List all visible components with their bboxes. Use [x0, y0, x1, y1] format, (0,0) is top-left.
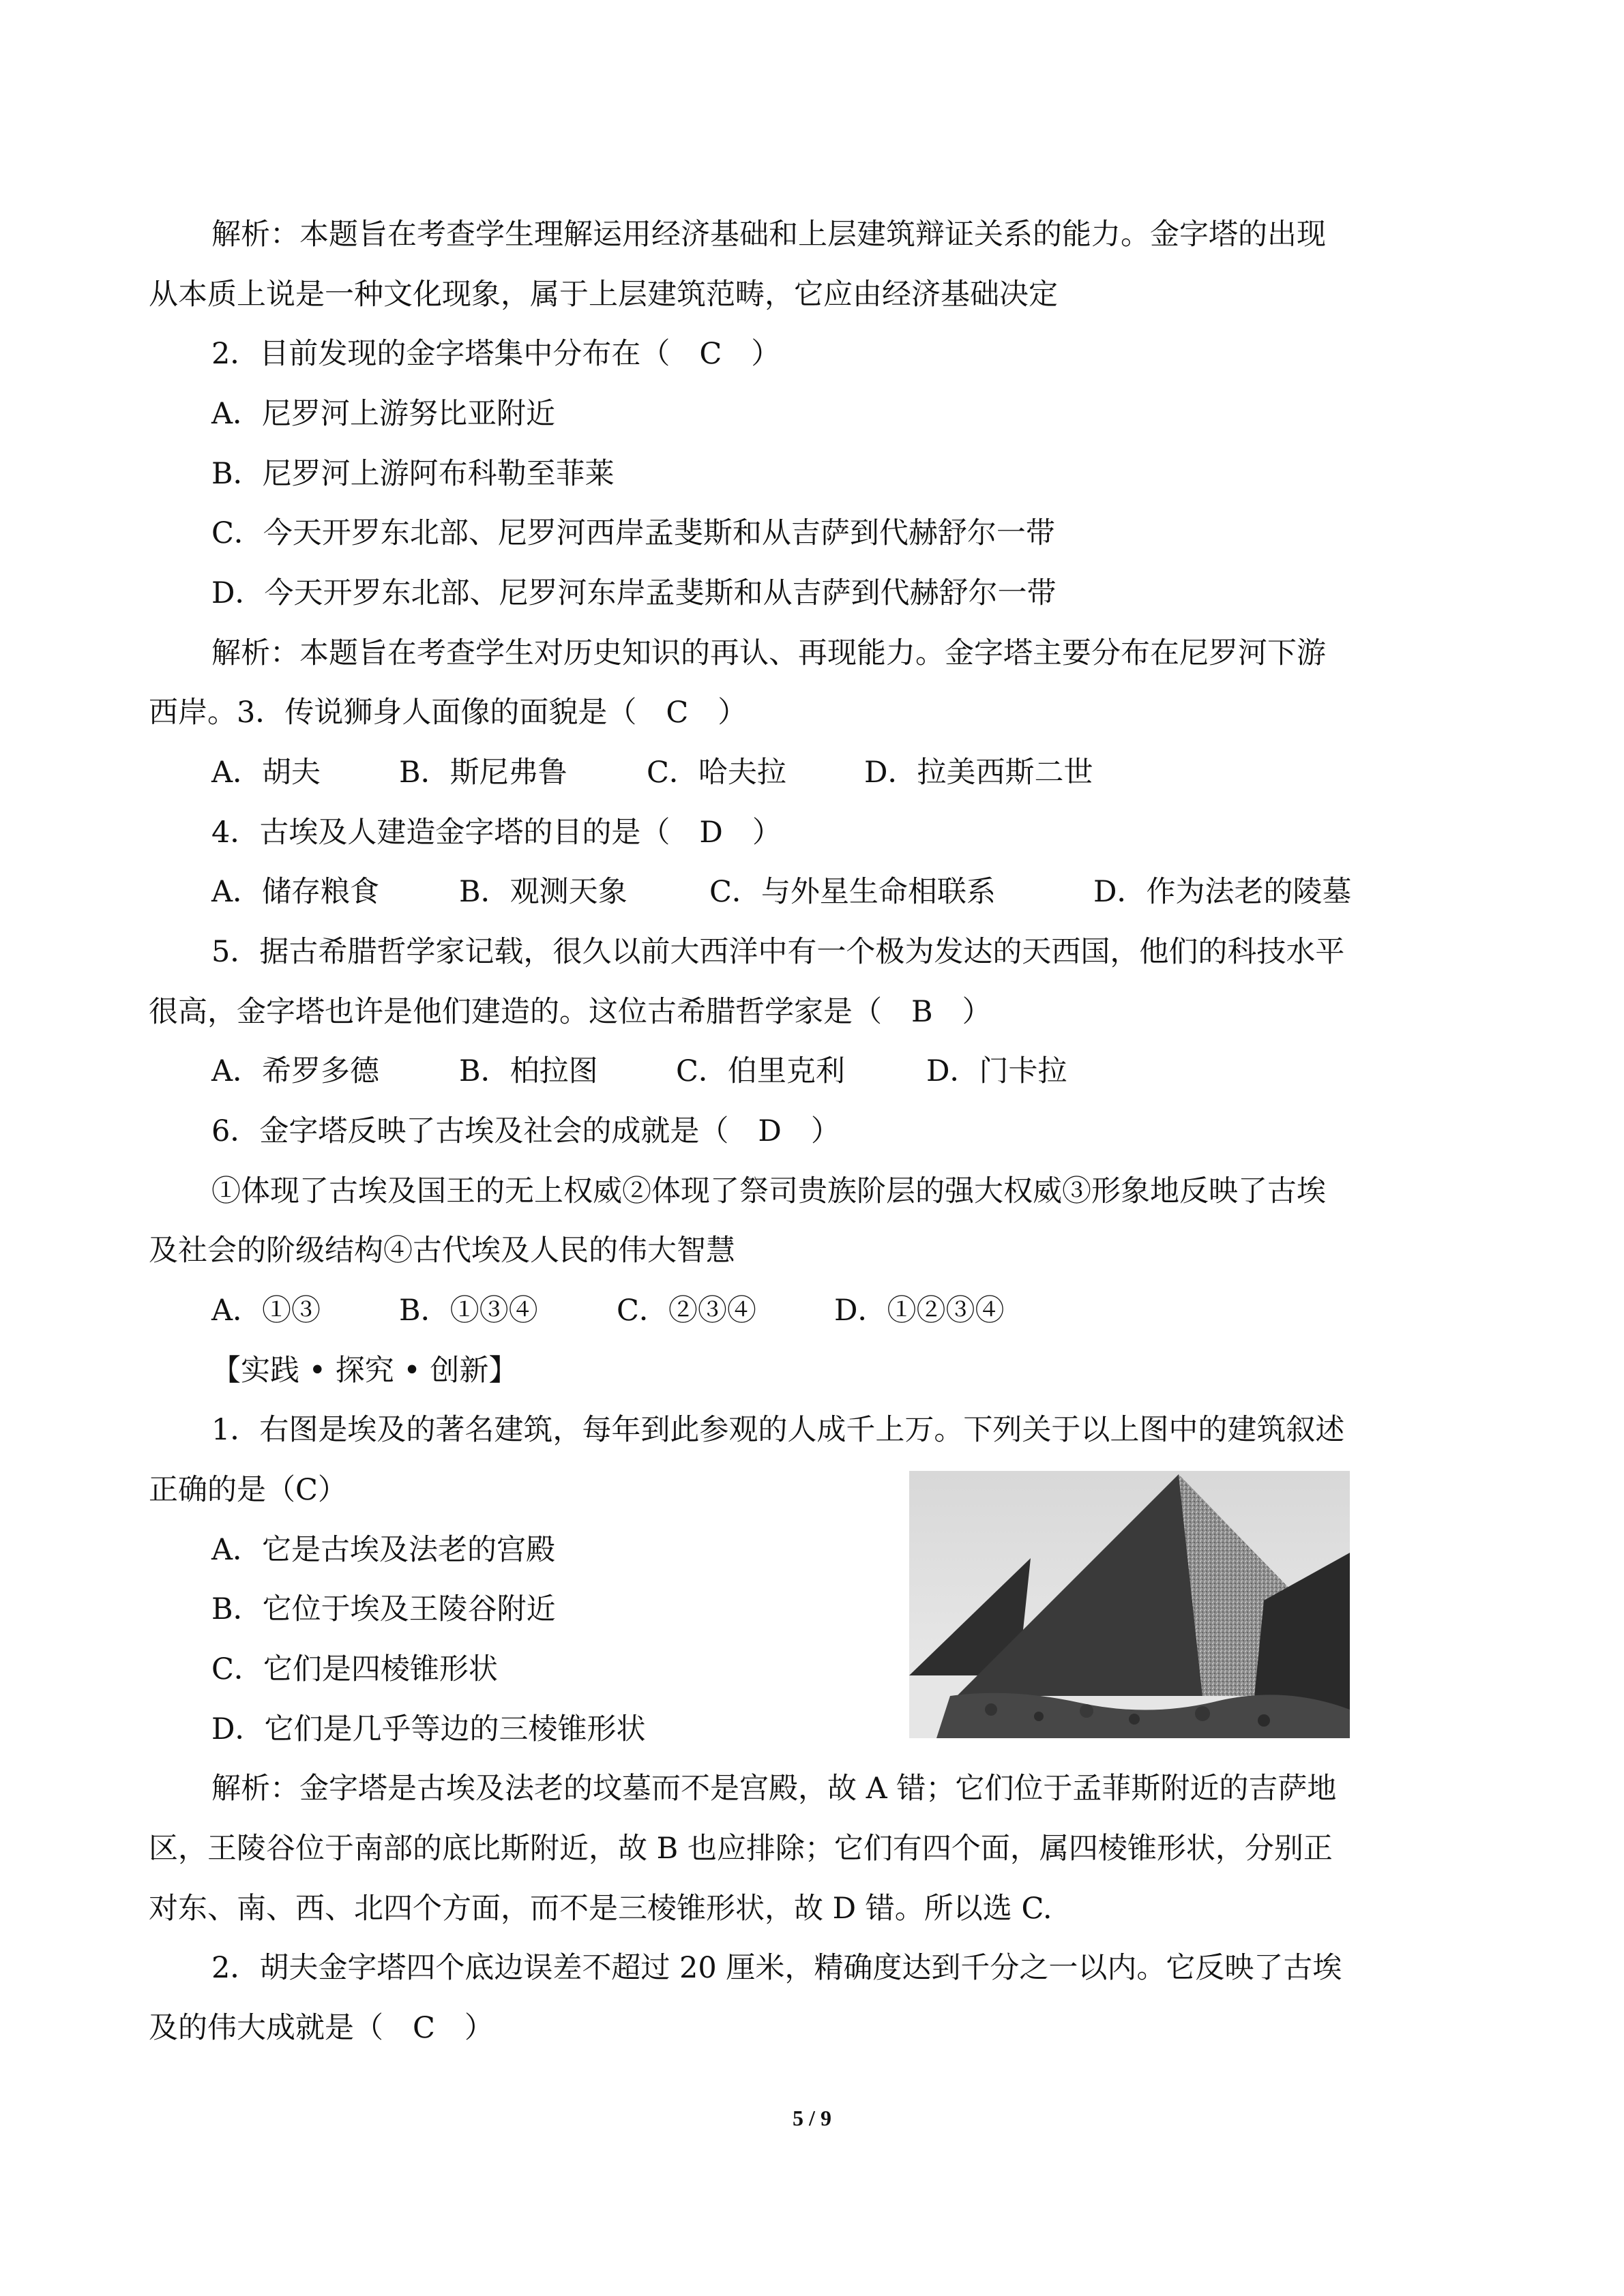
question-5-options: [211, 1056, 1067, 1090]
analysis-paragraph-3-line-3: 对东、南、西、北四个方面，而不是三棱锥形状，故 D 错。所以选 C.: [149, 1892, 1052, 1926]
practice-question-1-stem-line-2: 正确的是（C）: [149, 1473, 347, 1507]
question-2-option-a: A．尼罗河上游努比亚附近: [211, 397, 556, 431]
section-heading: 【实践 • 探究 • 创新】: [211, 1354, 518, 1388]
question-2-stem: 2．目前发现的金字塔集中分布在（ C ）: [211, 337, 781, 371]
analysis-paragraph-3-line-1: 解析：金字塔是古埃及法老的坟墓而不是宫殿，故 A 错；它们位于孟菲斯附近的吉萨地: [211, 1772, 1337, 1806]
question-5-option-a: A．希罗多德: [211, 1054, 380, 1088]
question-2-option-d: D．今天开罗东北部、尼罗河东岸孟斐斯和从吉萨到代赫舒尔一带: [211, 576, 1057, 610]
question-6-option-a: A．①③: [211, 1294, 321, 1328]
practice-question-1-option-b: B．它位于埃及王陵谷附近: [211, 1592, 556, 1626]
question-3-option-b: B．斯尼弗鲁: [399, 756, 567, 790]
pyramid-photo: [909, 1471, 1350, 1738]
question-6-option-d: D．①②③④: [834, 1294, 1005, 1328]
question-5-stem-line-2: 很高，金字塔也许是他们建造的。这位古希腊哲学家是（ B ）: [149, 995, 992, 1029]
question-6-statements-line-1: ①体现了古埃及国王的无上权威②体现了祭司贵族阶层的强大权威③形象地反映了古埃: [211, 1174, 1326, 1208]
practice-question-1-stem-line-1: 1．右图是埃及的著名建筑，每年到此参观的人成千上万。下列关于以上图中的建筑叙述: [211, 1413, 1345, 1447]
question-4-stem: 4．古埃及人建造金字塔的目的是（ D ）: [211, 816, 782, 850]
question-4-option-d: D．作为法老的陵墓: [1093, 875, 1352, 909]
analysis-paragraph-1-line-1: 解析：本题旨在考查学生理解运用经济基础和上层建筑辩证关系的能力。金字塔的出现: [211, 218, 1326, 252]
question-4-option-c: C．与外星生命相联系: [709, 875, 996, 909]
question-2-option-c: C．今天开罗东北部、尼罗河西岸孟斐斯和从吉萨到代赫舒尔一带: [211, 516, 1055, 550]
page-number: 5 / 9: [793, 2106, 831, 2130]
question-3-option-c: C．哈夫拉: [647, 756, 786, 790]
question-4-option-a: A．储存粮食: [211, 875, 380, 909]
practice-question-2-stem-line-2: 及的伟大成就是（ C ）: [149, 2011, 494, 2045]
question-5-stem-line-1: 5．据古希腊哲学家记载，很久以前大西洋中有一个极为发达的天西国，他们的科技水平: [211, 935, 1345, 969]
question-6-stem: 6．金字塔反映了古埃及社会的成就是（ D ）: [211, 1114, 840, 1148]
question-6-option-c: C．②③④: [617, 1294, 756, 1328]
question-3-option-a: A．胡夫: [211, 756, 321, 790]
practice-question-1-option-a: A．它是古埃及法老的宫殿: [211, 1533, 556, 1567]
practice-question-2-stem-line-1: 2．胡夫金字塔四个底边误差不超过 20 厘米，精确度达到千分之一以内。它反映了古埃: [211, 1951, 1342, 1985]
practice-question-1-option-c: C．它们是四棱锥形状: [211, 1652, 498, 1686]
question-4-options: [211, 877, 1351, 911]
analysis-paragraph-3-line-2: 区，王陵谷位于南部的底比斯附近，故 B 也应排除；它们有四个面，属四棱锥形状，分别正: [149, 1832, 1333, 1866]
question-4-option-b: B．观测天象: [459, 875, 628, 909]
question-6-statements-line-2: 及社会的阶级结构④古代埃及人民的伟大智慧: [149, 1234, 735, 1268]
analysis-paragraph-2-line-2: 西岸。3．传说狮身人面像的面貌是（ C ）: [149, 696, 748, 730]
question-3-option-d: D．拉美西斯二世: [864, 756, 1093, 790]
question-5-option-c: C．伯里克利: [676, 1054, 845, 1088]
question-3-options: [211, 758, 1093, 792]
analysis-paragraph-1-line-2: 从本质上说是一种文化现象，属于上层建筑范畴，它应由经济基础决定: [149, 278, 1058, 312]
question-6-options: [211, 1296, 1004, 1330]
question-5-option-b: B．柏拉图: [459, 1054, 598, 1088]
question-2-option-b: B．尼罗河上游阿布科勒至菲莱: [211, 457, 615, 491]
question-5-option-d: D．门卡拉: [926, 1054, 1067, 1088]
question-6-option-b: B．①③④: [399, 1294, 538, 1328]
practice-question-1-option-d: D．它们是几乎等边的三棱锥形状: [211, 1712, 646, 1746]
analysis-paragraph-2-line-1: 解析：本题旨在考查学生对历史知识的再认、再现能力。金字塔主要分布在尼罗河下游: [211, 636, 1326, 670]
